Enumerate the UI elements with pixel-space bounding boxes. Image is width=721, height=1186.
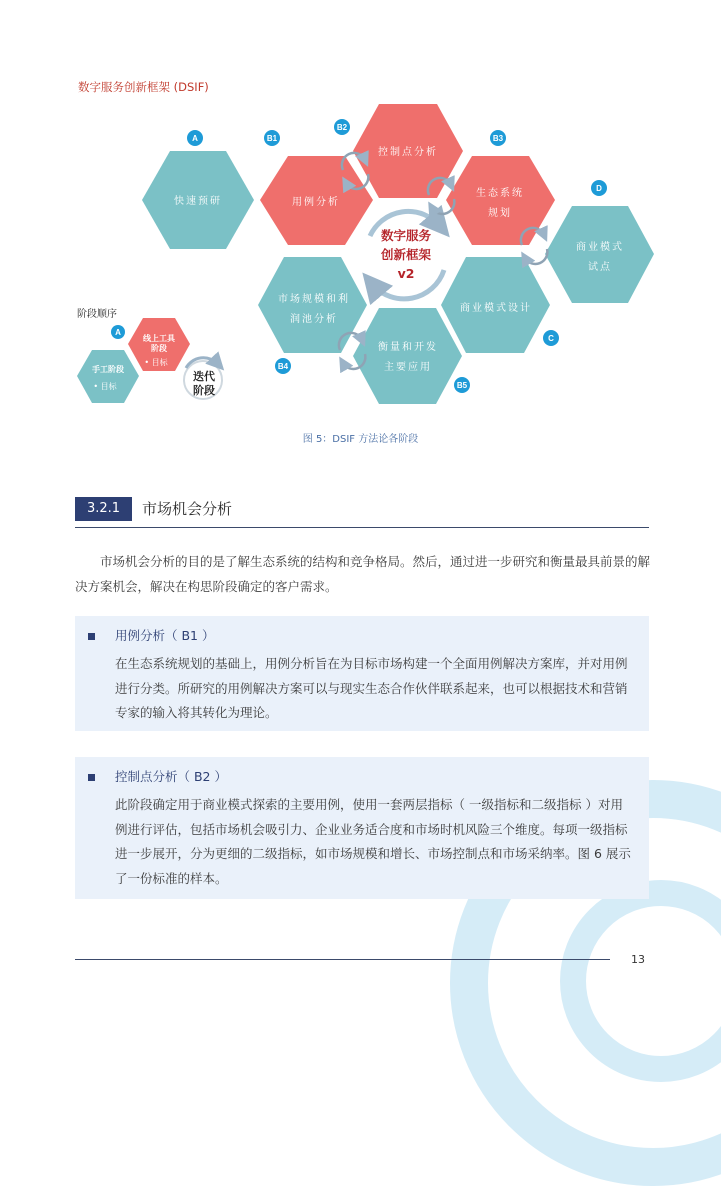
hex-b5-label-1: 衡量和开发 [378,342,438,353]
section-number: 3.2.1 [75,497,132,521]
svg-text:A: A [192,134,198,143]
section-heading [75,497,649,528]
legend-online-2: 阶段 [151,344,167,353]
legend-hex-manual [77,350,139,403]
hex-b2-label: 控制点分析 [378,147,438,158]
center-line-2: 创新框架 [380,247,432,262]
svg-text:B4: B4 [277,362,289,371]
center-line-3: v2 [397,266,415,281]
hex-b1-label: 用例分析 [292,197,340,208]
svg-text:B5: B5 [456,381,468,390]
section-title: 市场机会分析 [142,500,233,518]
dsif-diagram [70,100,670,410]
callout-body: 在生态系统规划的基础上，用例分析旨在为目标市场构建一个全面用例解决方案库，并对用例进行分类。所研究的用例解决方案可以与现实生态合作伙伴联系起来，也可以根据技术和营销专家的输入将其转化为理论。 [115,656,628,720]
svg-text:D: D [596,184,602,193]
svg-text:B2: B2 [336,123,348,132]
callout-heading: 用例分析（ B1 ） [115,628,215,643]
hex-b4-label-1: 市场规模和利 [278,294,350,305]
hex-a-label: 快速预研 [174,196,222,207]
hex-b3-label-2: 规划 [488,208,512,219]
hex-d-label-2: 试点 [588,262,612,273]
legend-online-1: 线上工具 [143,334,175,343]
hex-b3 [446,156,555,245]
hex-b5-label-2: 主要应用 [384,362,432,373]
hex-b4 [258,257,367,353]
hex-d-label-1: 商业模式 [576,242,624,253]
legend-online-item: • 目标 [144,358,168,367]
figure-title: 数字服务创新框架 (DSIF) [78,80,209,94]
page-number: 13 [631,953,645,966]
legend-title: 阶段顺序 [77,309,117,320]
svg-text:B1: B1 [266,134,278,143]
callout-body: 此阶段确定用于商业模式探索的主要用例，使用一套两层指标（ 一级指标和二级指标 ）对用例进行评估，包括市场机会吸引力、企业业务适合度和市场时机风险三个维度。每项一级指标进一步展开，分为更细的二级指标，如市场规模和增长、市场控制点和市场采纳率。图 6 展示了一份标准的样本。 [115,797,631,886]
callout-use-case-analysis [75,616,649,731]
hex-c-label: 商业模式设计 [460,303,532,314]
hex-b3-label-1: 生态系统 [476,188,524,199]
legend-iter-2: 阶段 [193,384,215,397]
figure-caption: 图 5：DSIF 方法论各阶段 [302,434,419,445]
legend-manual-item: • 目标 [93,382,117,391]
legend-manual: 手工阶段 [92,365,124,374]
svg-text:A: A [115,328,121,337]
svg-text:C: C [548,334,554,343]
bullet-square-icon [88,633,95,640]
callout-heading: 控制点分析（ B2 ） [115,769,227,784]
callout-control-point-analysis [75,757,649,899]
hex-d [545,206,654,303]
footer-rule [75,959,610,960]
hex-b4-label-2: 润池分析 [290,314,338,325]
section-intro: 市场机会分析的目的是了解生态系统的结构和竞争格局。然后，通过进一步研究和衡量最具前景的解决方案机会，解决在构思阶段确定的客户需求。 [75,554,651,594]
center-line-1: 数字服务 [380,228,432,243]
legend-iter-1: 迭代 [193,370,215,383]
svg-text:B3: B3 [492,134,504,143]
bullet-square-icon [88,774,95,781]
hex-b5 [353,308,462,404]
